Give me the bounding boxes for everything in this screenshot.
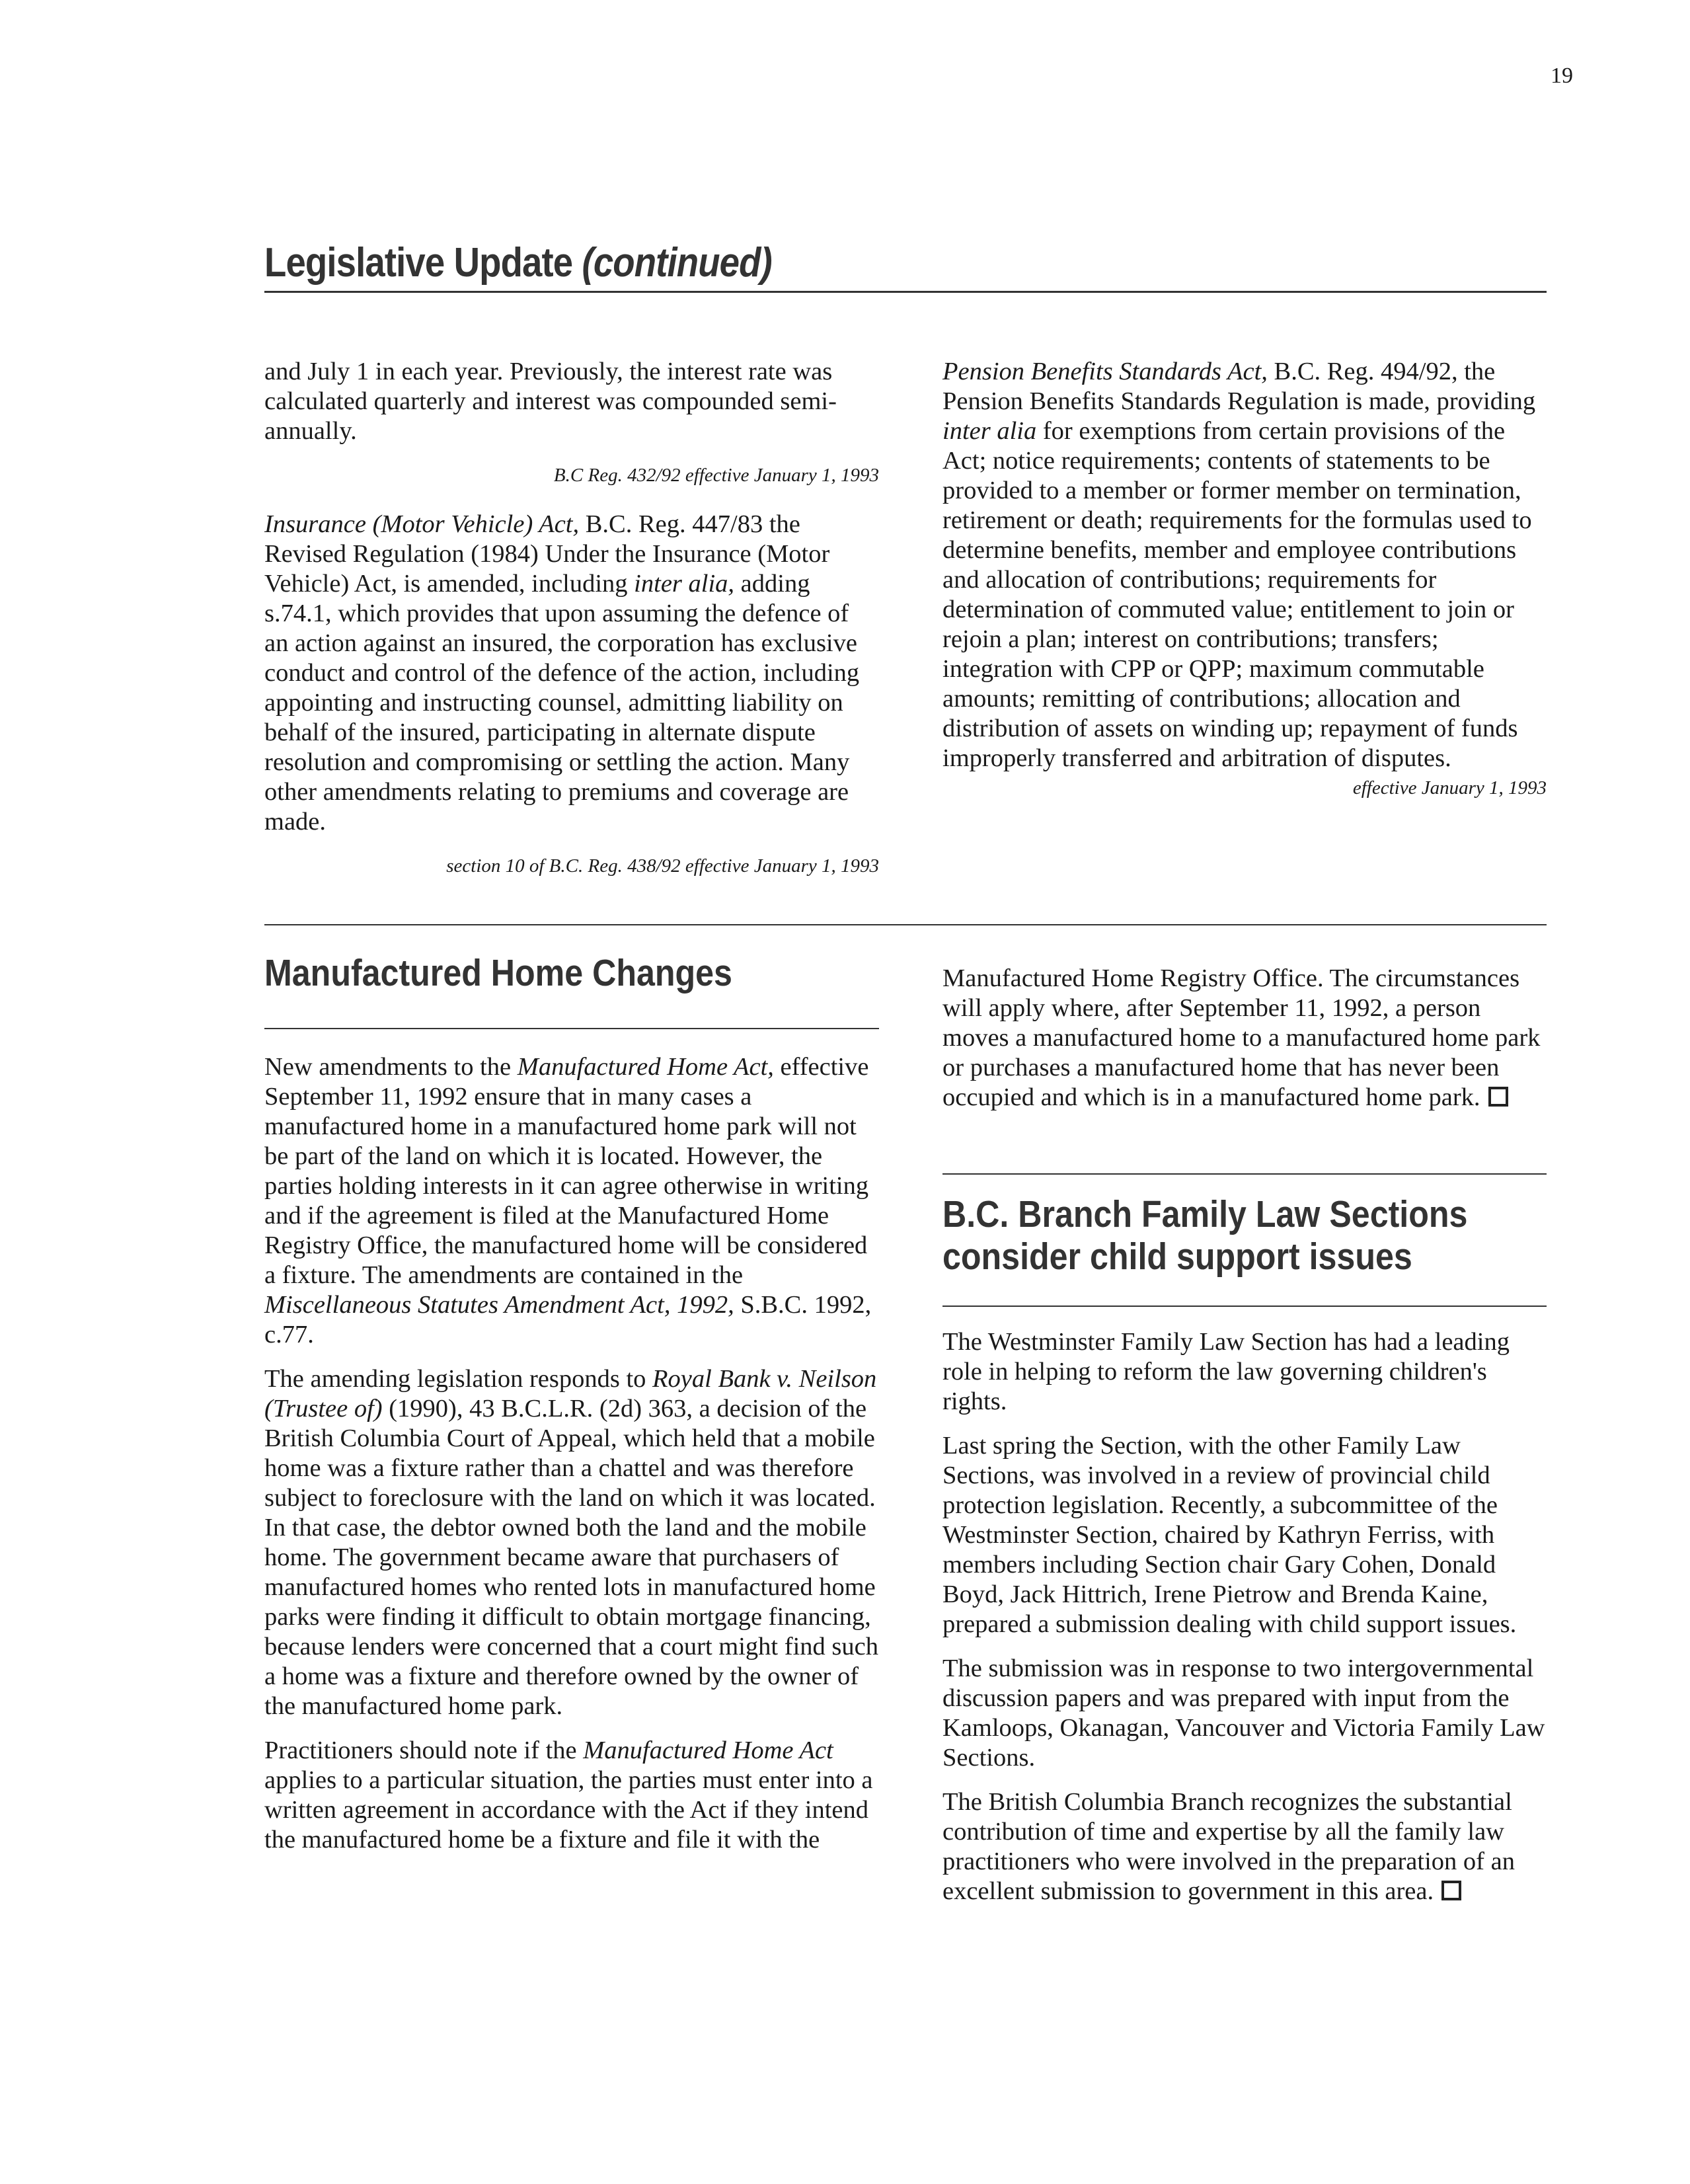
page-title-suffix: (continued) xyxy=(582,240,772,286)
case-name: Royal Bank v. Neilson (Trustee of) xyxy=(264,1365,877,1423)
paragraph-text: B.C. Reg. 494/92, the Pension Benefits Standards Regulation is made, providing xyxy=(942,358,1536,415)
manufactured-column xyxy=(264,1052,879,1855)
paragraph xyxy=(264,1364,879,1721)
paragraph-text: for exemptions from certain provisions of the Act; notice requirements; contents of statements to be provided to a member or former member on termination, retirement or death; requirements for the formulas used to determine benefits, member and employee contributions and allocation of contributions; requirements for determination of commuted value; entitlement to join or rejoin a plan; interest on contributions; transfers; integration with CPP or QPP; maximum commutable amounts; remitting of contributions; allocation and distribution of assets on winding up; repayment of funds improperly transferred and arbitration of disputes. xyxy=(942,417,1532,772)
paragraph xyxy=(264,510,879,837)
act-name: Miscellaneous Statutes Amendment Act, 1992, xyxy=(264,1291,734,1319)
paragraph-text: Manufactured Home Registry Office. The circumstances will apply where, after September 11, 1992, a person moves a manufactured home to a manufactured home park or purchases a manufactured home that has never been occupied and which is in a manufactured home park. xyxy=(942,964,1541,1111)
section-heading-family-law xyxy=(942,1193,1467,1278)
paragraph-text: and July 1 in each year. Previously, the interest rate was calculated quarterly and interest was compounded semi-annually. xyxy=(264,358,837,445)
heading-rule xyxy=(942,1306,1547,1307)
paragraph-text: effective September 11, 1992 ensure that in many cases a manufactured home in a manufactured home park will not be part of the land on which it is located. However, the parties holding interests in it can agree otherwise in writing and if the agreement is filed at the Manufactured Home Registry Office, the manufactured home will be considered a fixture. The amendments are contained in the xyxy=(264,1053,869,1289)
paragraph-text: applies to a particular situation, the parties must enter into a written agreement in accordance with the Act if they intend the manufactured home be a fixture and file it with the xyxy=(264,1766,873,1853)
paragraph-text: New amendments to the xyxy=(264,1053,518,1081)
page-title-main: Legislative Update xyxy=(264,240,573,286)
paragraph xyxy=(942,357,1547,773)
paragraph: The submission was in response to two intergovernmental discussion papers and was prepared with input from the Kamloops, Okanagan, Vancouver and Victoria Family Law Sections. xyxy=(942,1655,1545,1772)
paragraph xyxy=(942,1787,1547,1906)
latin-term: inter alia xyxy=(942,417,1037,445)
top-left-column xyxy=(264,357,879,900)
page-title xyxy=(264,239,772,286)
citation: effective January 1, 1993 xyxy=(1352,777,1547,799)
paragraph-text: S.B.C. 1992, c.77. xyxy=(264,1291,872,1348)
paragraph xyxy=(942,964,1547,1112)
paragraph: The Westminster Family Law Section has had a leading role in helping to reform the law governing children's rights. xyxy=(942,1328,1510,1415)
paragraph-text: The amending legislation responds to xyxy=(264,1365,653,1393)
family-law-column xyxy=(942,1327,1547,1906)
section-rule xyxy=(264,924,1547,925)
paragraph xyxy=(264,1736,879,1855)
paragraph-text: The British Columbia Branch recognizes the substantial contribution of time and expertise by all the family law practitioners who were involved in the preparation of an excellent submission to government in this area. xyxy=(942,1788,1515,1905)
end-of-article-icon xyxy=(1488,1087,1508,1107)
paragraph-text: Practitioners should note if the xyxy=(264,1736,584,1764)
paragraph: Last spring the Section, with the other Family Law Sections, was involved in a review of provincial child protection legislation. Recently, a subcommittee of the Westminster Section, chaired by Kathryn Ferriss, with members including Section chair Gary Cohen, Donald Boyd, Jack Hittrich, Irene Pietrow and Brenda Kaine, prepared a submission dealing with child support issues. xyxy=(942,1432,1517,1638)
paragraph-text: B.C. Reg. 447/83 the Revised Regulation (1984) Under the Insurance (Motor Vehicle) Act, is amended, including xyxy=(264,510,830,598)
citation: B.C Reg. 432/92 effective January 1, 1993 xyxy=(553,465,879,486)
manufactured-continued xyxy=(942,964,1547,1112)
top-right-column xyxy=(942,357,1547,822)
latin-term: inter alia, xyxy=(634,570,735,598)
citation: section 10 of B.C. Reg. 438/92 effective January 1, 1993 xyxy=(446,855,879,877)
heading-rule xyxy=(264,1028,879,1029)
act-name: Manufactured Home Act, xyxy=(517,1053,774,1081)
heading-line: B.C. Branch Family Law Sections xyxy=(942,1193,1468,1235)
end-of-article-icon xyxy=(1441,1881,1461,1900)
title-rule xyxy=(264,291,1547,293)
act-name: Insurance (Motor Vehicle) Act, xyxy=(264,510,580,538)
section-rule xyxy=(942,1173,1547,1175)
paragraph-text: adding s.74.1, which provides that upon assuming the defence of an action against an insured, the corporation has exclusive conduct and control of the defence of the action, including appointing and instructing counsel, admitting liability on behalf of the insured, participating in alternate dispute resolution and compromising or settling the action. Many other amendments relating to premiums and coverage are made. xyxy=(264,570,860,836)
paragraph xyxy=(264,1052,879,1350)
act-name: Pension Benefits Standards Act, xyxy=(942,358,1268,385)
heading-line: consider child support issues xyxy=(942,1235,1412,1278)
paragraph xyxy=(264,357,879,446)
section-heading-manufactured: Manufactured Home Changes xyxy=(264,952,732,994)
page-number: 19 xyxy=(1551,63,1573,88)
act-name: Manufactured Home Act xyxy=(583,1736,833,1764)
paragraph-text: (1990), 43 B.C.L.R. (2d) 363, a decision of the British Columbia Court of Appeal, which held that a mobile home was a fixture rather than a chattel and was therefore subject to foreclosure with the land on which it was located. In that case, the debtor owned both the land and the mobile home. The government became aware that purchasers of manufactured homes who rented lots in manufactured home parks were finding it difficult to obtain mortgage financing, because lenders were concerned that a court might find such a home was a fixture and therefore owned by the owner of the manufactured home park. xyxy=(264,1395,878,1720)
